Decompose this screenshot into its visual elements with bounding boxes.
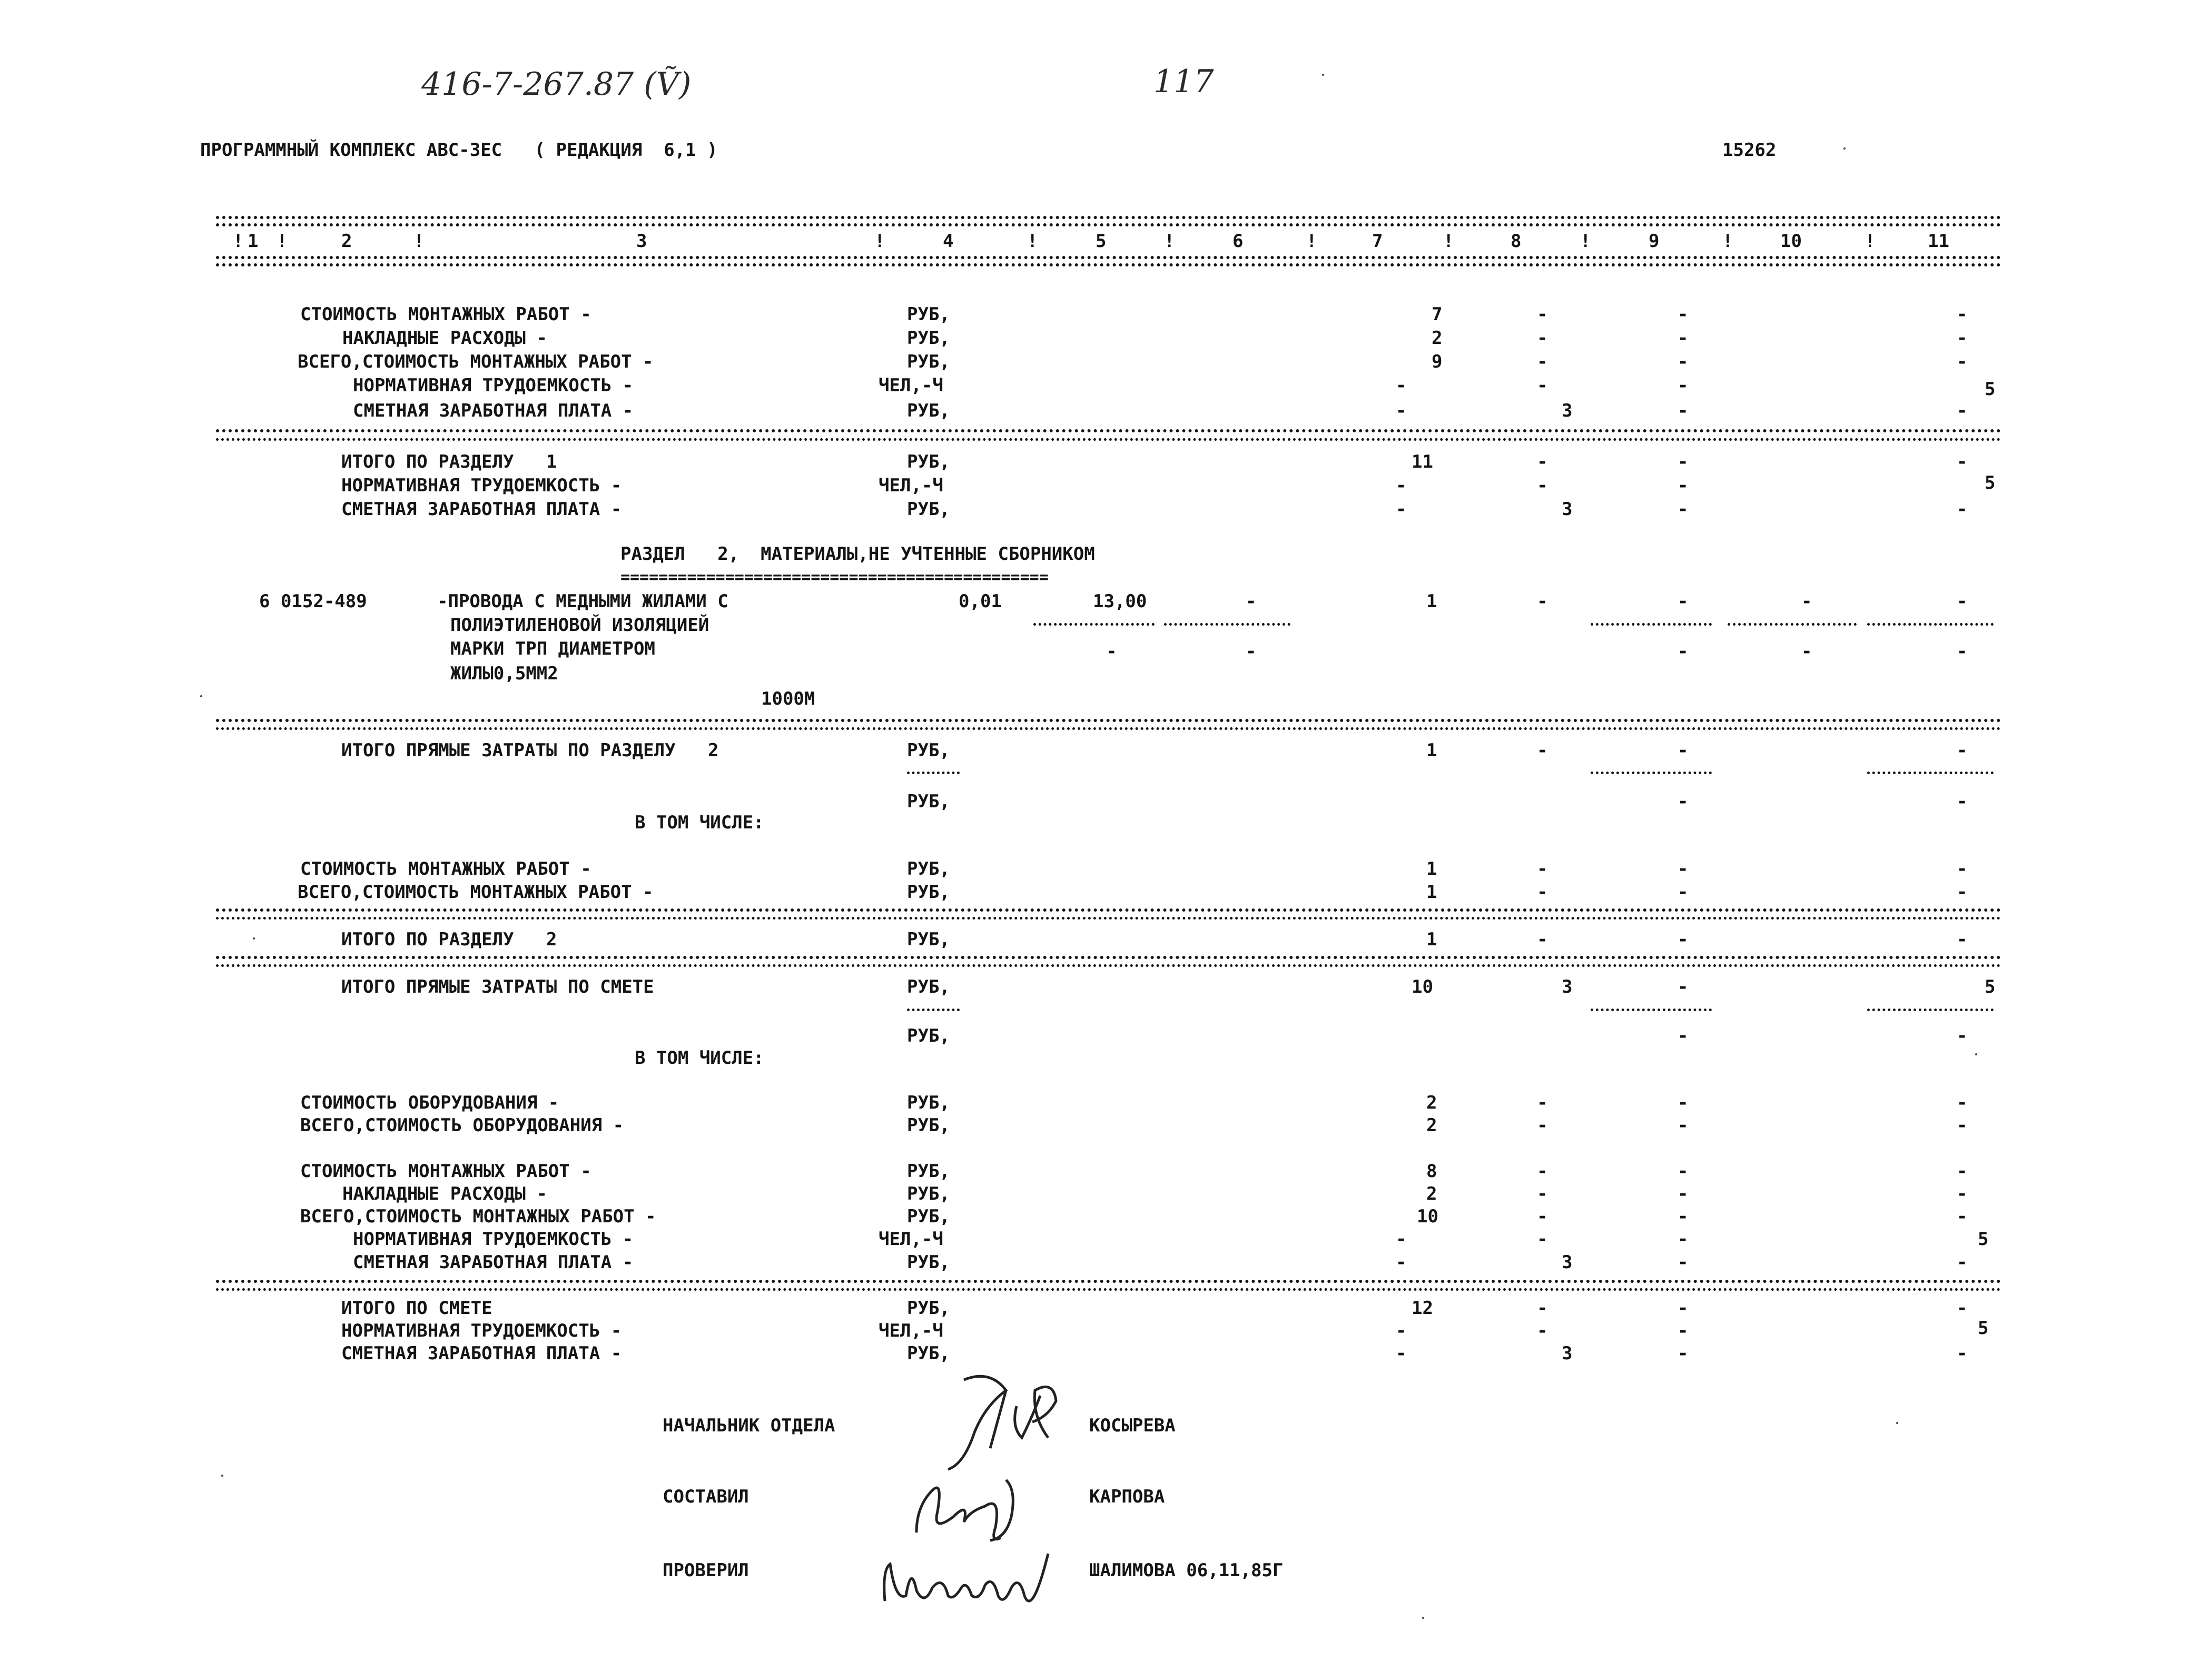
row-col11: -: [1957, 451, 1968, 472]
row-col9: -: [1678, 1115, 1689, 1136]
row-unit: РУБ,: [907, 1092, 950, 1113]
row-col8: 3: [1562, 1343, 1573, 1364]
item-col9: -: [1678, 591, 1689, 612]
col-sep: !: [233, 231, 244, 252]
col-header-1: 1: [248, 231, 259, 252]
row-label: ВСЕГО,СТОИМОСТЬ МОНТАЖНЫХ РАБОТ -: [298, 351, 654, 372]
row-unit: РУБ,: [907, 1343, 950, 1364]
row-col7: 11: [1412, 451, 1433, 472]
row-col11: -: [1957, 1206, 1968, 1227]
scan-speck: [1422, 1617, 1424, 1619]
handwritten-project-code: 416-7-267.87 (Ṽ): [421, 66, 692, 103]
row-underline: [907, 772, 960, 774]
row-col9: -: [1678, 351, 1689, 372]
signature-name: ШАЛИМОВА 06,11,85Г: [1089, 1560, 1284, 1581]
row-col11: -: [1957, 351, 1968, 372]
row-label: СМЕТНАЯ ЗАРАБОТНАЯ ПЛАТА -: [353, 400, 634, 421]
row-label: НОРМАТИВНАЯ ТРУДОЕМКОСТЬ -: [353, 375, 634, 396]
header-rule-bottom2: [216, 263, 2001, 266]
row-col7: 2: [1426, 1115, 1437, 1136]
row-col7: -: [1396, 1343, 1407, 1364]
row-col9: -: [1678, 1183, 1689, 1204]
section2-title: РАЗДЕЛ 2, МАТЕРИАЛЫ,НЕ УЧТЕННЫЕ СБОРНИКОМ: [620, 543, 1095, 565]
col-header-8: 8: [1511, 231, 1522, 252]
row-label: ВСЕГО,СТОИМОСТЬ МОНТАЖНЫХ РАБОТ -: [300, 1206, 656, 1227]
col-sep: !: [413, 231, 425, 252]
row-col9: -: [1678, 1252, 1689, 1273]
row-col7: 7: [1432, 304, 1443, 325]
section2-including: В ТОМ ЧИСЛЕ:: [635, 812, 764, 833]
row-label: ИТОГО ПРЯМЫЕ ЗАТРАТЫ ПО СМЕТЕ: [341, 976, 654, 997]
row-col9: -: [1678, 1229, 1689, 1250]
item-col10: -: [1801, 591, 1812, 612]
row-unit: РУБ,: [907, 858, 950, 879]
row-underline: [1591, 772, 1712, 774]
col-header-11: 11: [1928, 231, 1949, 252]
row-col9: -: [1678, 1320, 1689, 1341]
col-header-10: 10: [1780, 231, 1802, 252]
row-col7: 1: [1426, 740, 1437, 761]
row-label: СМЕТНАЯ ЗАРАБОТНАЯ ПЛАТА -: [353, 1252, 634, 1273]
row2-col11: -: [1957, 791, 1968, 812]
row-label: ИТОГО ПО РАЗДЕЛУ 1: [341, 451, 557, 472]
row-col7: 1: [1426, 929, 1437, 950]
scan-speck: [253, 937, 255, 940]
scan-speck: [1322, 74, 1324, 76]
row-col7: -: [1396, 375, 1407, 396]
row-col9: -: [1678, 1161, 1689, 1182]
item-description-line: МАРКИ ТРП ДИАМЕТРОМ: [450, 638, 655, 659]
item-col7: 1: [1426, 591, 1437, 612]
item-underline: [1591, 623, 1712, 626]
sheet-number: 15262: [1722, 140, 1777, 161]
col-header-9: 9: [1649, 231, 1660, 252]
row-col9: -: [1678, 451, 1689, 472]
header-rule-mid: [216, 223, 2001, 226]
divider-rule: [216, 956, 2001, 959]
row-col8: -: [1537, 1183, 1548, 1204]
row-col8: -: [1537, 351, 1548, 372]
divider-rule: [216, 964, 2001, 967]
row-col8: 3: [1562, 976, 1573, 997]
col-sep: !: [1443, 231, 1454, 252]
row-col11: -: [1957, 304, 1968, 325]
row-col11: 5: [1978, 1318, 1989, 1339]
row-col7: 1: [1426, 858, 1437, 879]
row-col8: -: [1537, 328, 1548, 349]
row-unit: РУБ,: [907, 882, 950, 903]
row-col9: -: [1678, 1298, 1689, 1319]
item-underline: [1033, 623, 1155, 626]
row-col8: -: [1537, 1320, 1548, 1341]
col-sep: !: [1164, 231, 1175, 252]
row-label: ИТОГО ПО РАЗДЕЛУ 2: [341, 929, 557, 950]
row-col9: -: [1678, 475, 1689, 496]
divider-rule: [216, 908, 2001, 912]
row-col11: -: [1957, 1183, 1968, 1204]
row-col8: 3: [1562, 499, 1573, 520]
row-underline: [1591, 1009, 1712, 1011]
row-col8: -: [1537, 1161, 1548, 1182]
row-label: ВСЕГО,СТОИМОСТЬ ОБОРУДОВАНИЯ -: [300, 1115, 624, 1136]
row-col11: -: [1957, 1298, 1968, 1319]
row-unit: ЧЕЛ,-Ч: [879, 1320, 943, 1341]
row-col8: -: [1537, 1229, 1548, 1250]
col-sep: !: [1865, 231, 1876, 252]
row-col8: -: [1537, 1092, 1548, 1113]
row-col7: 9: [1432, 351, 1443, 372]
row-unit: РУБ,: [907, 1252, 950, 1273]
row-col11: -: [1957, 740, 1968, 761]
scan-speck: [1843, 147, 1846, 150]
col-sep: !: [1027, 231, 1038, 252]
row-unit: ЧЕЛ,-Ч: [879, 475, 943, 496]
item-description-line: ЖИЛЫ0,5ММ2: [450, 663, 558, 684]
signature-name: КАРПОВА: [1089, 1486, 1165, 1507]
item-qty: 0,01: [959, 591, 1002, 612]
divider-rule: [216, 1288, 2001, 1291]
row-col9: -: [1678, 976, 1689, 997]
row-unit: РУБ,: [907, 304, 950, 325]
row-label: НАКЛАДНЫЕ РАСХОДЫ -: [342, 328, 547, 349]
row-label: ИТОГО ПРЯМЫЕ ЗАТРАТЫ ПО РАЗДЕЛУ 2: [341, 740, 719, 761]
row-col7: 10: [1417, 1206, 1438, 1227]
row-col7: -: [1396, 499, 1407, 520]
row-col7: -: [1396, 475, 1407, 496]
row-col11: 5: [1978, 1229, 1989, 1250]
item-underline: [1164, 623, 1290, 626]
row-underline: [1867, 1009, 1994, 1011]
row-col8: -: [1537, 858, 1548, 879]
row-unit: РУБ,: [907, 451, 950, 472]
row-col7: -: [1396, 1320, 1407, 1341]
col-sep: !: [1306, 231, 1317, 252]
row-col11: 5: [1985, 976, 1996, 997]
row-col11: -: [1957, 400, 1968, 421]
row-col9: -: [1678, 858, 1689, 879]
item-row2-col5: -: [1106, 641, 1117, 662]
row-col11: 5: [1985, 472, 1996, 493]
row-col8: -: [1537, 1298, 1548, 1319]
row-col8: 3: [1562, 1252, 1573, 1273]
row2-col9: -: [1678, 791, 1689, 812]
item-unit: 1000М: [761, 688, 815, 709]
row-col11: -: [1957, 858, 1968, 879]
row-label: СТОИМОСТЬ ОБОРУДОВАНИЯ -: [300, 1092, 559, 1113]
item-row2-col10: -: [1801, 641, 1812, 662]
scan-speck: [1896, 1422, 1898, 1424]
item-col8: -: [1537, 591, 1548, 612]
col-sep: !: [874, 231, 885, 252]
row-label: НОРМАТИВНАЯ ТРУДОЕМКОСТЬ -: [341, 475, 622, 496]
row-unit: РУБ,: [907, 1298, 950, 1319]
row-col8: -: [1537, 475, 1548, 496]
divider-rule: [216, 917, 2001, 920]
item-description-line: -ПРОВОДА С МЕДНЫМИ ЖИЛАМИ С: [437, 591, 728, 612]
row-col7: 10: [1412, 976, 1433, 997]
row-unit2: РУБ,: [907, 791, 950, 812]
signature-role: ПРОВЕРИЛ: [663, 1560, 749, 1581]
handwritten-page-number: 117: [1153, 63, 1214, 100]
item-underline: [1728, 623, 1857, 626]
scan-speck: [1975, 1053, 1977, 1055]
scan-speck: [200, 695, 202, 697]
row-label: СМЕТНАЯ ЗАРАБОТНАЯ ПЛАТА -: [341, 499, 622, 520]
row-label: НОРМАТИВНАЯ ТРУДОЕМКОСТЬ -: [341, 1320, 622, 1341]
row-unit: РУБ,: [907, 976, 950, 997]
row-col9: -: [1678, 400, 1689, 421]
item-row2-col9: -: [1678, 641, 1689, 662]
row-col8: -: [1537, 451, 1548, 472]
row-col7: 2: [1426, 1183, 1437, 1204]
col-header-6: 6: [1232, 231, 1244, 252]
row2-col11: -: [1957, 1025, 1968, 1046]
row-col8: -: [1537, 740, 1548, 761]
signature-role: НАЧАЛЬНИК ОТДЕЛА: [663, 1415, 835, 1436]
signature-scribble: [874, 1538, 1064, 1622]
row-col7: -: [1396, 400, 1407, 421]
row-col7: 12: [1412, 1298, 1433, 1319]
row-label: ИТОГО ПО СМЕТЕ: [341, 1298, 492, 1319]
col-header-5: 5: [1096, 231, 1107, 252]
signature-scribble: [895, 1459, 1032, 1543]
estimate-including: В ТОМ ЧИСЛЕ:: [635, 1047, 764, 1069]
row-col7: 2: [1432, 328, 1443, 349]
row-col9: -: [1678, 740, 1689, 761]
row-col8: -: [1537, 304, 1548, 325]
row2-col9: -: [1678, 1025, 1689, 1046]
row-label: СТОИМОСТЬ МОНТАЖНЫХ РАБОТ -: [300, 1161, 591, 1182]
row-label: СМЕТНАЯ ЗАРАБОТНАЯ ПЛАТА -: [341, 1343, 622, 1364]
row-col9: -: [1678, 929, 1689, 950]
row-col11: -: [1957, 1343, 1968, 1364]
row-col11: -: [1957, 1161, 1968, 1182]
item-row2-col6: -: [1246, 641, 1257, 662]
row-col11: -: [1957, 499, 1968, 520]
row-underline: [1867, 772, 1994, 774]
row-col8: -: [1537, 1115, 1548, 1136]
signature-name: КОСЫРЕВА: [1089, 1415, 1176, 1436]
row-col8: -: [1537, 929, 1548, 950]
row-col8: -: [1537, 1206, 1548, 1227]
row-label: СТОИМОСТЬ МОНТАЖНЫХ РАБОТ -: [300, 858, 591, 879]
col-sep: !: [1580, 231, 1591, 252]
row-col9: -: [1678, 304, 1689, 325]
row-unit2: РУБ,: [907, 1025, 950, 1046]
row-unit: ЧЕЛ,-Ч: [879, 375, 943, 396]
row-col9: -: [1678, 499, 1689, 520]
row-col7: -: [1396, 1229, 1407, 1250]
row-col11: -: [1957, 1115, 1968, 1136]
row-unit: РУБ,: [907, 1206, 950, 1227]
row-unit: РУБ,: [907, 1183, 950, 1204]
row-col11: -: [1957, 929, 1968, 950]
row-col8: -: [1537, 882, 1548, 903]
row-col7: 1: [1426, 882, 1437, 903]
row-col7: 2: [1426, 1092, 1437, 1113]
row-col11: -: [1957, 882, 1968, 903]
row-col9: -: [1678, 1206, 1689, 1227]
scan-speck: [221, 1475, 223, 1477]
row-unit: РУБ,: [907, 328, 950, 349]
col-header-3: 3: [636, 231, 647, 252]
col-header-4: 4: [943, 231, 954, 252]
row-label: НОРМАТИВНАЯ ТРУДОЕМКОСТЬ -: [353, 1229, 634, 1250]
divider-rule: [216, 1280, 2001, 1283]
divider-rule: [216, 429, 2001, 432]
header-rule-top: [216, 216, 2001, 219]
row-label: СТОИМОСТЬ МОНТАЖНЫХ РАБОТ -: [300, 304, 591, 325]
item-price: 13,00: [1093, 591, 1147, 612]
col-sep: !: [1722, 231, 1733, 252]
row-col8: -: [1537, 375, 1548, 396]
row-col9: -: [1678, 1343, 1689, 1364]
divider-rule: [216, 727, 2001, 730]
col-sep: !: [277, 231, 288, 252]
program-header: ПРОГРАММНЫЙ КОМПЛЕКС АВС-3ЕС ( РЕДАКЦИЯ 6,1 ): [200, 140, 718, 161]
row-unit: РУБ,: [907, 351, 950, 372]
item-code: 6 0152-489: [259, 591, 367, 612]
row-label: НАКЛАДНЫЕ РАСХОДЫ -: [342, 1183, 547, 1204]
item-underline: [1867, 623, 1994, 626]
row-col11: 5: [1985, 379, 1996, 400]
row-col9: -: [1678, 375, 1689, 396]
row-col8: 3: [1562, 400, 1573, 421]
row-unit: РУБ,: [907, 929, 950, 950]
item-description-line: ПОЛИЭТИЛЕНОВОЙ ИЗОЛЯЦИЕЙ: [450, 615, 709, 636]
row-col11: -: [1957, 328, 1968, 349]
section2-underline: =============================================: [620, 568, 1049, 587]
row-unit: РУБ,: [907, 740, 950, 761]
item-col11: -: [1957, 591, 1968, 612]
row-col9: -: [1678, 1092, 1689, 1113]
row-col9: -: [1678, 328, 1689, 349]
row-col9: -: [1678, 882, 1689, 903]
item-col6: -: [1246, 591, 1257, 612]
item-row2-col11: -: [1957, 641, 1968, 662]
row-unit: РУБ,: [907, 400, 950, 421]
header-rule-bottom: [216, 256, 2001, 259]
col-header-2: 2: [341, 231, 352, 252]
divider-rule: [216, 719, 2001, 722]
row-col7: 8: [1426, 1161, 1437, 1182]
row-col7: -: [1396, 1252, 1407, 1273]
signature-role: СОСТАВИЛ: [663, 1486, 749, 1507]
col-header-7: 7: [1372, 231, 1383, 252]
row-col11: -: [1957, 1252, 1968, 1273]
row-col11: -: [1957, 1092, 1968, 1113]
divider-rule: [216, 438, 2001, 441]
row-unit: РУБ,: [907, 499, 950, 520]
row-label: ВСЕГО,СТОИМОСТЬ МОНТАЖНЫХ РАБОТ -: [298, 882, 654, 903]
row-unit: ЧЕЛ,-Ч: [879, 1229, 943, 1250]
row-underline: [907, 1009, 960, 1011]
row-unit: РУБ,: [907, 1161, 950, 1182]
row-unit: РУБ,: [907, 1115, 950, 1136]
